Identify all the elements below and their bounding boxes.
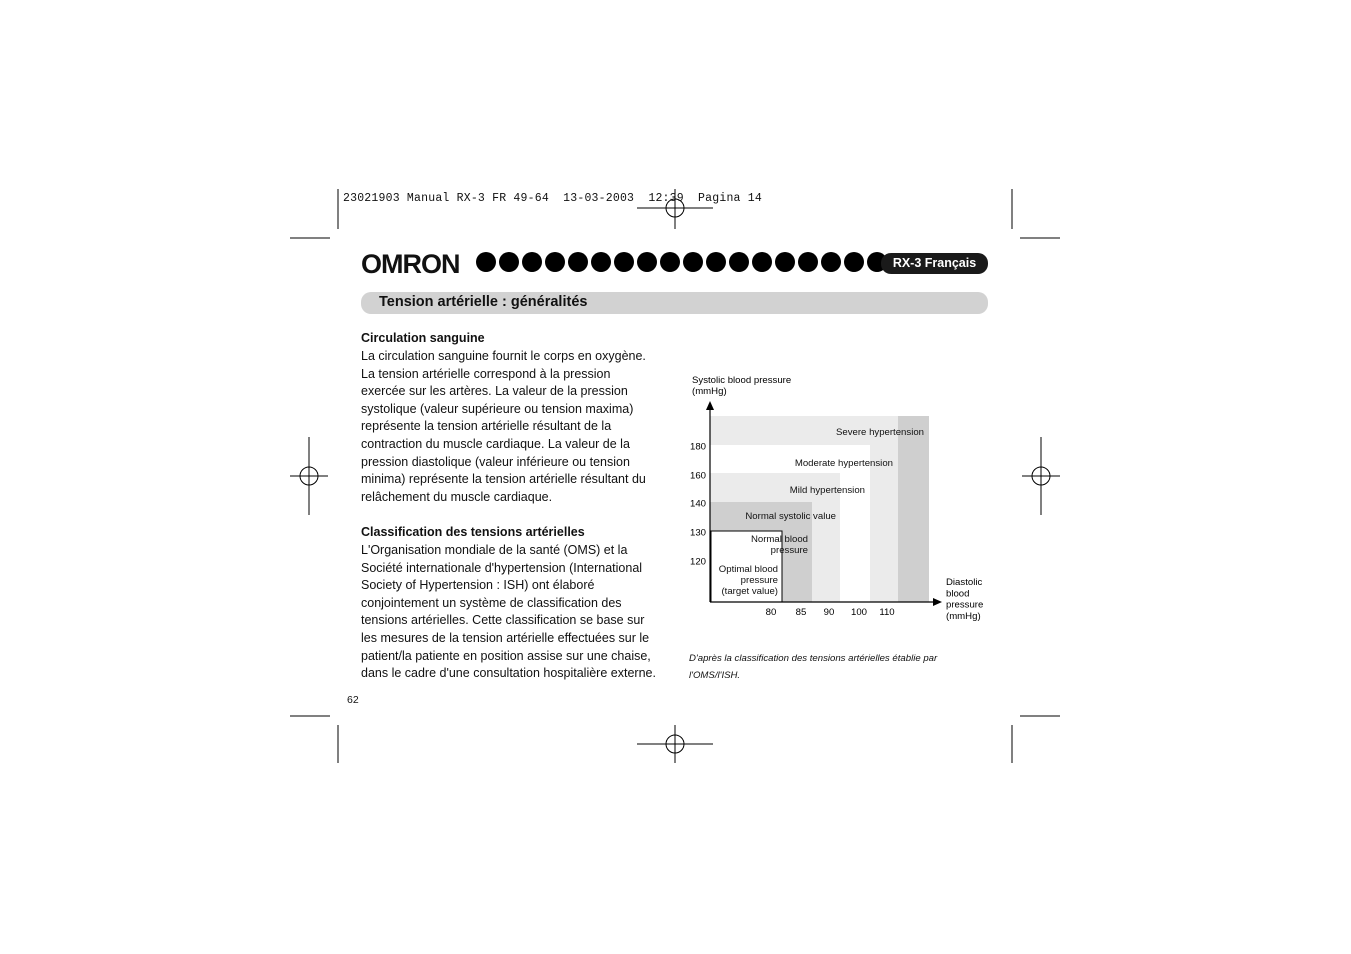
x-tick-label: 80: [765, 607, 777, 618]
region-label: Normal systolic value: [745, 511, 836, 522]
region-label: pressure: [770, 545, 808, 556]
caption-line: D'après la classification des tensions artérielles établie par: [689, 653, 938, 664]
decorative-dot: [706, 252, 726, 272]
y-axis-title: Systolic blood pressure: [692, 375, 792, 386]
decorative-dot: [614, 252, 634, 272]
classification-body: [361, 542, 671, 683]
x-tick-label: 85: [795, 607, 807, 618]
body-text-line: tensions artérielles. Cette classification se base sur: [361, 613, 645, 628]
region-label: Optimal blood: [718, 564, 778, 575]
body-text-line: pression diastolique (valeur inférieure ou tension: [361, 454, 630, 469]
decorative-dot: [660, 252, 680, 272]
section-title-bar: [361, 292, 988, 314]
decorative-dot: [775, 252, 795, 272]
y-tick-label: 160: [690, 470, 707, 482]
body-text-line: relâchement du muscle cardiaque.: [361, 489, 553, 504]
decorative-dot: [729, 252, 749, 272]
chart-caption: [689, 650, 979, 684]
body-text-line: conjointement un système de classification des: [361, 595, 622, 610]
body-text-line: représente la tension artérielle résultant de la: [361, 419, 612, 434]
body-text-line: dans le cadre d'une consultation hospitalière externe.: [361, 666, 656, 681]
section-title: Tension artérielle : généralités: [379, 294, 588, 310]
region-label: pressure: [740, 575, 778, 586]
region-label: Moderate hypertension: [794, 458, 893, 469]
decorative-dot: [752, 252, 772, 272]
region-label: Normal blood: [750, 534, 808, 545]
decorative-dot: [499, 252, 519, 272]
y-tick-label: 180: [690, 441, 707, 453]
x-axis-arrow: [933, 598, 942, 606]
body-text-line: Society of Hypertension : ISH) ont élaboré: [361, 578, 595, 593]
y-axis-arrow: [706, 401, 714, 410]
caption-line: l'OMS/l'ISH.: [689, 670, 741, 681]
circulation-section: [361, 331, 671, 506]
decorative-dot: [683, 252, 703, 272]
decorative-dot: [568, 252, 588, 272]
x-tick-label: 90: [823, 607, 835, 618]
body-text-line: les mesures de la tension artérielle effectuées sur le: [361, 630, 650, 645]
region-label: (target value): [721, 586, 778, 597]
decorative-dot: [637, 252, 657, 272]
body-text-line: L'Organisation mondiale de la santé (OMS) et la: [361, 543, 628, 557]
region-label: Severe hypertension: [836, 427, 924, 438]
x-axis-title: (mmHg): [946, 610, 981, 622]
omron-logo: OMRON: [361, 249, 460, 279]
decorative-dot-row: [476, 252, 887, 272]
classification-section: [361, 525, 671, 683]
y-tick-label: 140: [690, 498, 707, 510]
body-text-line: systolique (valeur supérieure ou tension maxima): [361, 401, 634, 416]
body-text-line: contraction du muscle cardiaque. La valeur de la: [361, 436, 630, 451]
decorative-dot: [545, 252, 565, 272]
body-text-line: La tension artérielle correspond à la pression: [361, 366, 611, 381]
print-slug: 23021903 Manual RX-3 FR 49-64 13-03-2003 12:39 Pagina 14: [343, 192, 762, 205]
decorative-dot: [591, 252, 611, 272]
x-axis-title: Diastolic: [946, 577, 983, 588]
body-text-line: minima) représente la tension artérielle résultant du: [361, 472, 646, 487]
page-number: 62: [347, 694, 359, 706]
classification-heading: Classification des tensions artérielles: [361, 525, 585, 539]
body-text-line: La circulation sanguine fournit le corps en oxygène.: [361, 349, 646, 363]
decorative-dot: [844, 252, 864, 272]
decorative-dot: [476, 252, 496, 272]
language-badge: RX-3 Français: [881, 253, 988, 274]
circulation-heading: Circulation sanguine: [361, 331, 485, 345]
decorative-dot: [821, 252, 841, 272]
y-axis-title: (mmHg): [692, 386, 727, 397]
body-text-line: Société internationale d'hypertension (International: [361, 560, 643, 575]
decorative-dot: [798, 252, 818, 272]
x-tick-label: 110: [879, 607, 895, 618]
body-text-line: patient/la patiente en position assise sur une chaise,: [361, 648, 651, 663]
x-axis-title: blood: [946, 588, 970, 600]
body-text-line: exercée sur les artères. La valeur de la pression: [361, 384, 628, 399]
y-tick-label: 120: [690, 556, 707, 568]
y-tick-label: 130: [690, 527, 707, 539]
circulation-body: [361, 348, 671, 506]
region-label: Mild hypertension: [789, 485, 865, 496]
x-tick-label: 100: [850, 607, 868, 618]
blood-pressure-classification-chart: [680, 365, 1000, 630]
x-axis-title: pressure: [946, 599, 984, 611]
decorative-dot: [522, 252, 542, 272]
